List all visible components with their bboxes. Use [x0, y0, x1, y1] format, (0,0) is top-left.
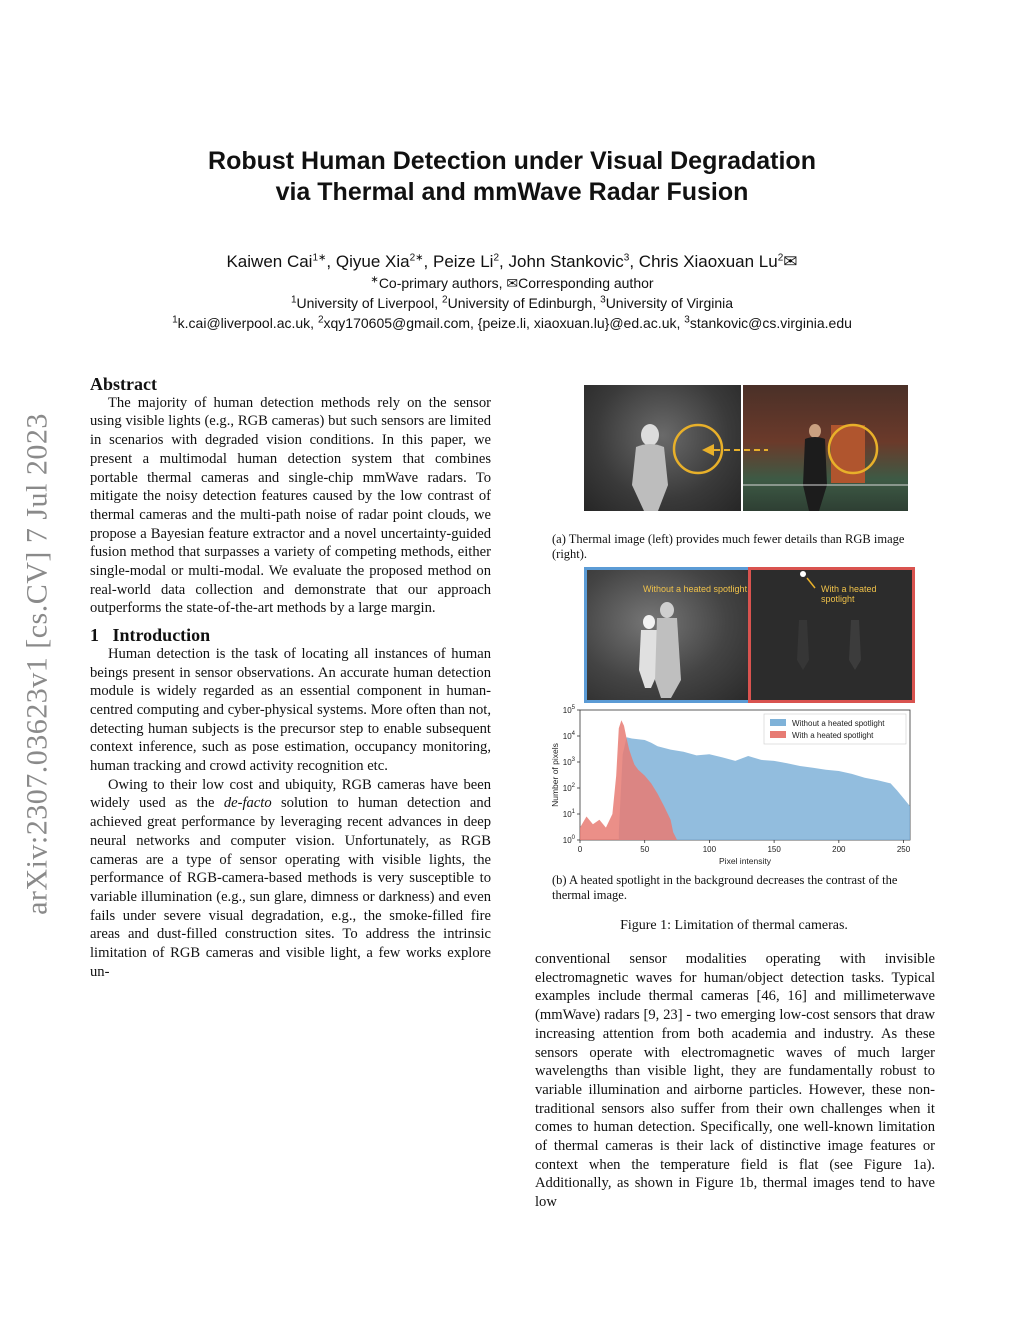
legend-swatch [770, 719, 786, 726]
affiliation: University of Edinburgh, [447, 295, 597, 311]
y-tick-label: $10^5$ [562, 705, 575, 715]
author-sup: 2 [493, 252, 500, 264]
abstract-text: The majority of human detection methods rely on the sensor using visible lights (e.g., RGB cameras) but such sensors are limited in scenarios with degraded vision conditions. In this paper, we present a multimodal human detection system that combines portable thermal cameras and single-chip mmWave radars. To mitigate the noisy detection features caused by the low contrast of thermal cameras and the multi-path noise of radar point clouds, we propose a Bayesian feature extractor and a novel uncertainty-guided fusion method that surpasses a variety of competing methods, either single-modal or multi-modal. We evaluate the proposed method on real-world data collection and demonstrate that our approach outperforms the state-of-the-art methods by a large margin. [90, 394, 491, 617]
legend-swatch [770, 731, 786, 738]
author-name: Qiyue Xia [335, 252, 410, 271]
section-title: Introduction [112, 625, 211, 646]
x-tick-label: 100 [702, 845, 717, 854]
author-name: Peize Li [432, 252, 494, 271]
affil-sup: 2 [442, 294, 448, 306]
paper-title [0, 146, 1024, 208]
author-list: Kaiwen Cai$^{1∗}$, Qiyue Xia$^{2∗}$, Peize Li$^2$, John Stankovic$^3$, Chris Xiaoxuan Lu$^2$✉ [226, 252, 798, 271]
thermal-with-spotlight [748, 567, 915, 703]
x-tick-label: 0 [577, 845, 583, 854]
arxiv-stamp [17, 373, 57, 956]
text-run-em: de-facto [223, 795, 272, 812]
email-sup: 2 [317, 314, 324, 326]
text-run: Owing to their low cost and ubiquity, RGB cameras have been widely used as the [90, 776, 491, 812]
email: k.cai@liverpool.ac.uk, [177, 315, 315, 331]
emails [0, 315, 1024, 331]
x-tick-label: 50 [640, 845, 650, 854]
note-text: Co-primary authors, [378, 275, 503, 291]
legend-entry: Without a heated spotlight [792, 719, 885, 728]
x-tick-label: 150 [767, 845, 781, 854]
intro-paragraph-1: Human detection is the task of locating all instances of human beings present in sensor observations. An accurate human detection module is widely regarded as an essential component in human-centred computing and cyber-physical systems. More often than not, detecting human subjects is the precursor step to enable subsequent context inference, such as pose estimation, occupancy monitoring, human tracking and crowd activity recognition etc. [90, 645, 491, 775]
label-with: With a heated spotlight [821, 584, 877, 604]
affiliations [0, 295, 1024, 311]
caption-b: (b) A heated spotlight in the background decreases the contrast of the thermal image. [552, 873, 898, 902]
dashed-arrow [700, 440, 770, 460]
author-sup: 2∗ [409, 252, 424, 264]
envelope-icon: ✉ [506, 275, 519, 291]
caption-a: (a) Thermal image (left) provides much fewer details than RGB image (right). [552, 532, 905, 561]
thermal-without-spotlight [584, 567, 751, 703]
text-run: solution to human detection and achieved great performance by leveraging recent advances in deep neural networks and computer vision. Unfortunately, as RGB cameras are a type of sensor operating with visible lights, the performance of RGB-camera-based methods is very susceptible to variable illumination (e.g., sun glare, dimness or darkness) and even fails under severe visual degradation, e.g., the smoke-filled fire areas and dust-filled construction sites. To address the intrinsic limitation of RGB cameras and visible light, a few works explore un- [90, 795, 491, 980]
y-tick-label: $10^1$ [562, 809, 575, 819]
affiliation: University of Virginia [605, 295, 734, 311]
author-name: Chris Xiaoxuan Lu [638, 252, 778, 271]
y-tick-label: $10^4$ [562, 731, 575, 741]
section-number: 1 [90, 625, 99, 646]
label-without: Without a heated spotlight [643, 584, 748, 594]
y-tick-label: $10^3$ [562, 757, 575, 767]
envelope-icon: ✉ [783, 252, 798, 271]
right-column [535, 950, 935, 1212]
affiliation: University of Liverpool, [296, 295, 439, 311]
x-tick-label: 200 [832, 845, 846, 854]
email: xqy170605@gmail.com, {peize.li, xiaoxuan.lu}@ed.ac.uk, [323, 315, 681, 331]
right-paragraph: conventional sensor modalities operating with invisible electromagnetic waves for human/object detection tasks. Typical examples include thermal cameras [46, 16] and millimeterwave (mmWave) radars [9, 23] - two emerging low-cost sensors that draw increasing attention from both academia and industry. As these sensors operate with electromagnetic waves of much larger wavelengths than visible light, they are fundamentally robust to variable illumination and airborne particles. However, these non-traditional sensors also suffer from their own challenges when it comes to human detection. Specifically, one well-known limitation of thermal cameras is their lack of distinctive image features or context when the temperature field is flat (see Figure 1a). Additionally, as shown in Figure 1b, thermal images tend to have low [535, 951, 935, 1211]
y-tick-label: $10^0$ [562, 835, 575, 845]
intro-paragraph-2 [90, 776, 491, 982]
affil-sup: 1 [290, 294, 297, 306]
author-sup: 1∗ [312, 252, 327, 264]
histogram-chart [548, 700, 918, 866]
title-line-2: via Thermal and mmWave Radar Fusion [275, 178, 749, 206]
title-line-1: Robust Human Detection under Visual Degradation [208, 147, 816, 175]
x-tick-label: 250 [896, 845, 911, 854]
affil-sup: 3 [600, 294, 606, 306]
author-name: John Stankovic [508, 252, 624, 271]
left-column [90, 375, 491, 982]
note-sup: ∗ [370, 274, 379, 286]
author-name: Kaiwen Cai [226, 252, 313, 271]
author-sup: 2 [777, 252, 784, 264]
note-text-2: Corresponding author [518, 275, 654, 291]
intro-heading [90, 626, 491, 645]
author-note [0, 275, 1024, 292]
email-sup: 1 [172, 314, 178, 326]
legend-entry: With a heated spotlight [792, 731, 874, 740]
figure-caption: Figure 1: Limitation of thermal cameras. [620, 918, 848, 933]
y-tick-label: $10^2$ [562, 783, 575, 793]
y-axis-label: Number of pixels [550, 743, 560, 807]
author-sup: 3 [623, 252, 630, 264]
x-axis-label: Pixel intensity [719, 856, 771, 866]
email: stankovic@cs.virginia.edu [689, 315, 852, 331]
email-sup: 3 [684, 314, 690, 326]
abstract-heading: Abstract [90, 374, 157, 394]
arxiv-id: arXiv:2307.03623v1 [cs.CV] 7 Jul 2023 [20, 413, 54, 915]
